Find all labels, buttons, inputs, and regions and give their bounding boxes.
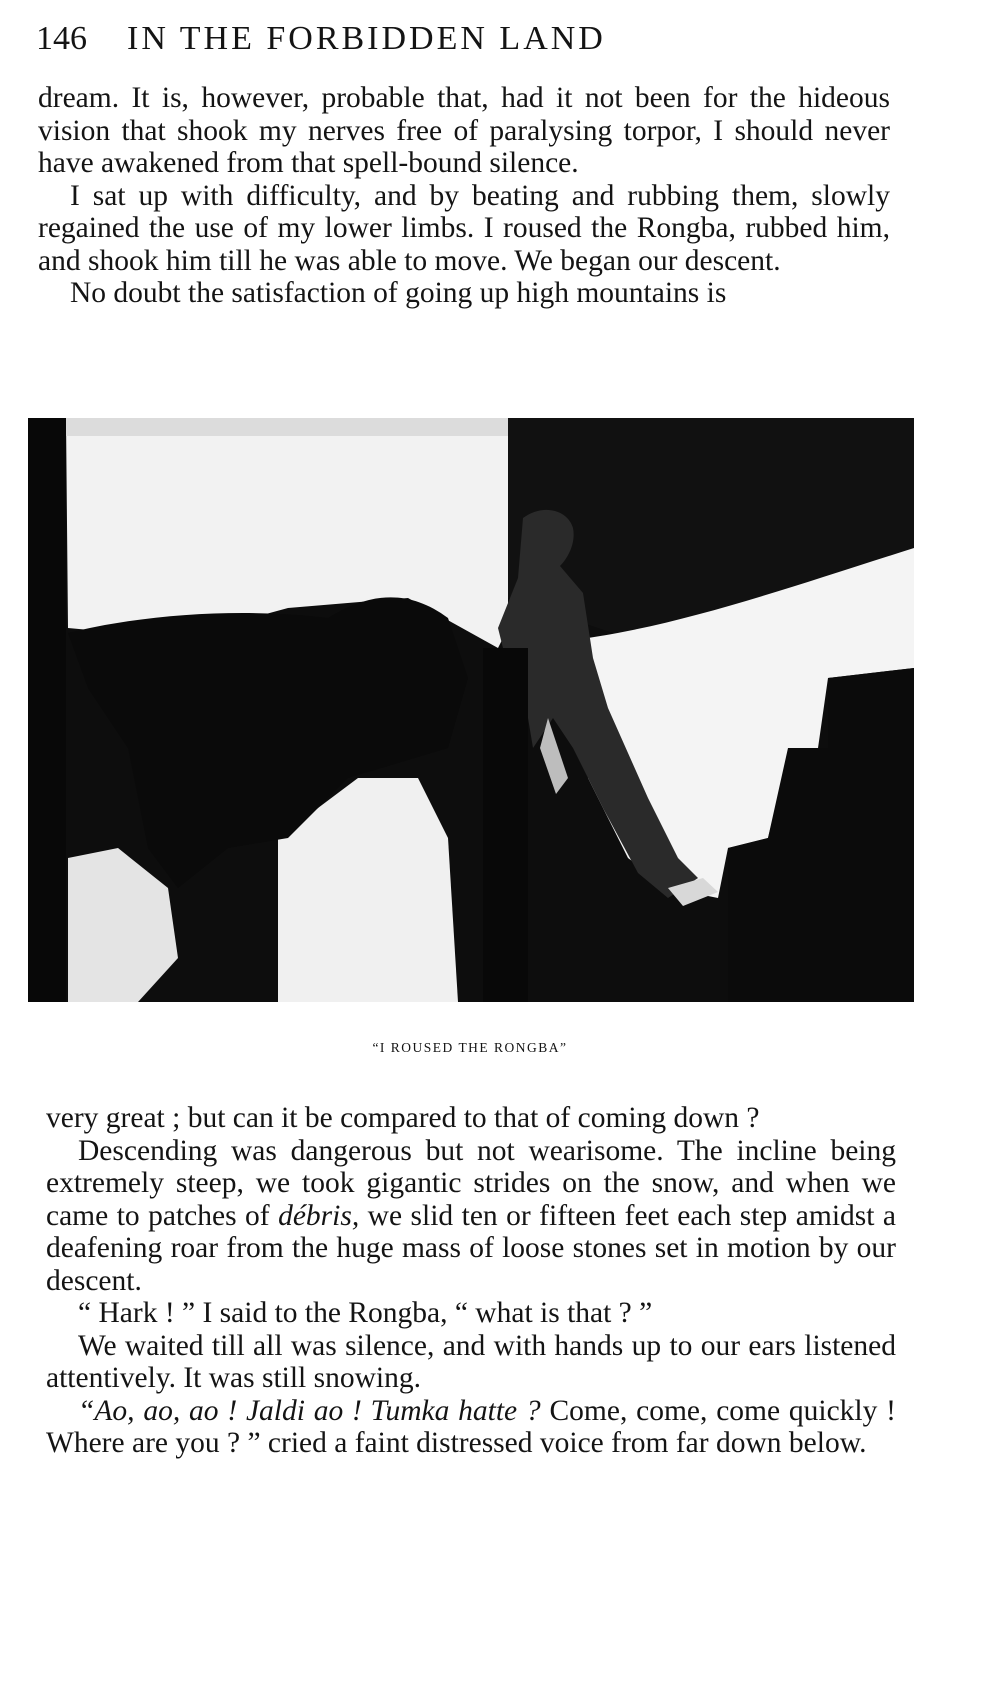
body-text-top [38,82,890,310]
paragraph [46,1395,896,1460]
text-run: Come, come, come quickly ! Where are you ? ” cried a faint distressed voice from far down below. [46,1394,896,1459]
caption-text: “I ROUSED THE RONGBA” [372,1040,568,1055]
text-run: Descending was dangerous but not wearisome. The incline being extremely steep, we took gigantic strides on the snow, and when we came to patches of [46,1134,896,1232]
photo-illustration [28,418,914,1002]
paragraph: I sat up with difficulty, and by beating and rubbing them, slowly regained the use of my lower limbs. I roused the Rongba, rubbed him, and shook him till he was able to move. We began our descent. [38,179,890,277]
paragraph: No doubt the satisfaction of going up high mountains is [70,277,727,309]
paragraph: We waited till all was silence, and with hands up to our ears listened attentively. It was still snowing. [46,1329,896,1394]
text-run: we slid ten or fifteen feet each step amidst a deafening roar from the huge mass of loose stones set in motion by our descent. [46,1199,897,1297]
page-header [36,20,796,76]
running-title: IN THE FORBIDDEN LAND [127,20,606,57]
italic-text: débris, [278,1199,360,1232]
paragraph: dream. It is, however, probable that, had it not been for the hideous vision that shook my nerves free of paralysing torpor, I should never have awakened from that spell-bound silence. [38,82,890,179]
paragraph: “ Hark ! ” I said to the Rongba, “ what is that ? ” [78,1297,653,1329]
photo-figure [28,418,914,1002]
page-number: 146 [36,20,87,57]
italic-text: “Ao, ao, ao ! Jaldi ao ! Tumka hatte ? [78,1394,541,1427]
body-text-bottom [46,1102,896,1460]
figure-caption [0,1040,940,1056]
paragraph: very great ; but can it be compared to that of coming down ? [46,1102,760,1134]
paragraph [46,1135,896,1298]
